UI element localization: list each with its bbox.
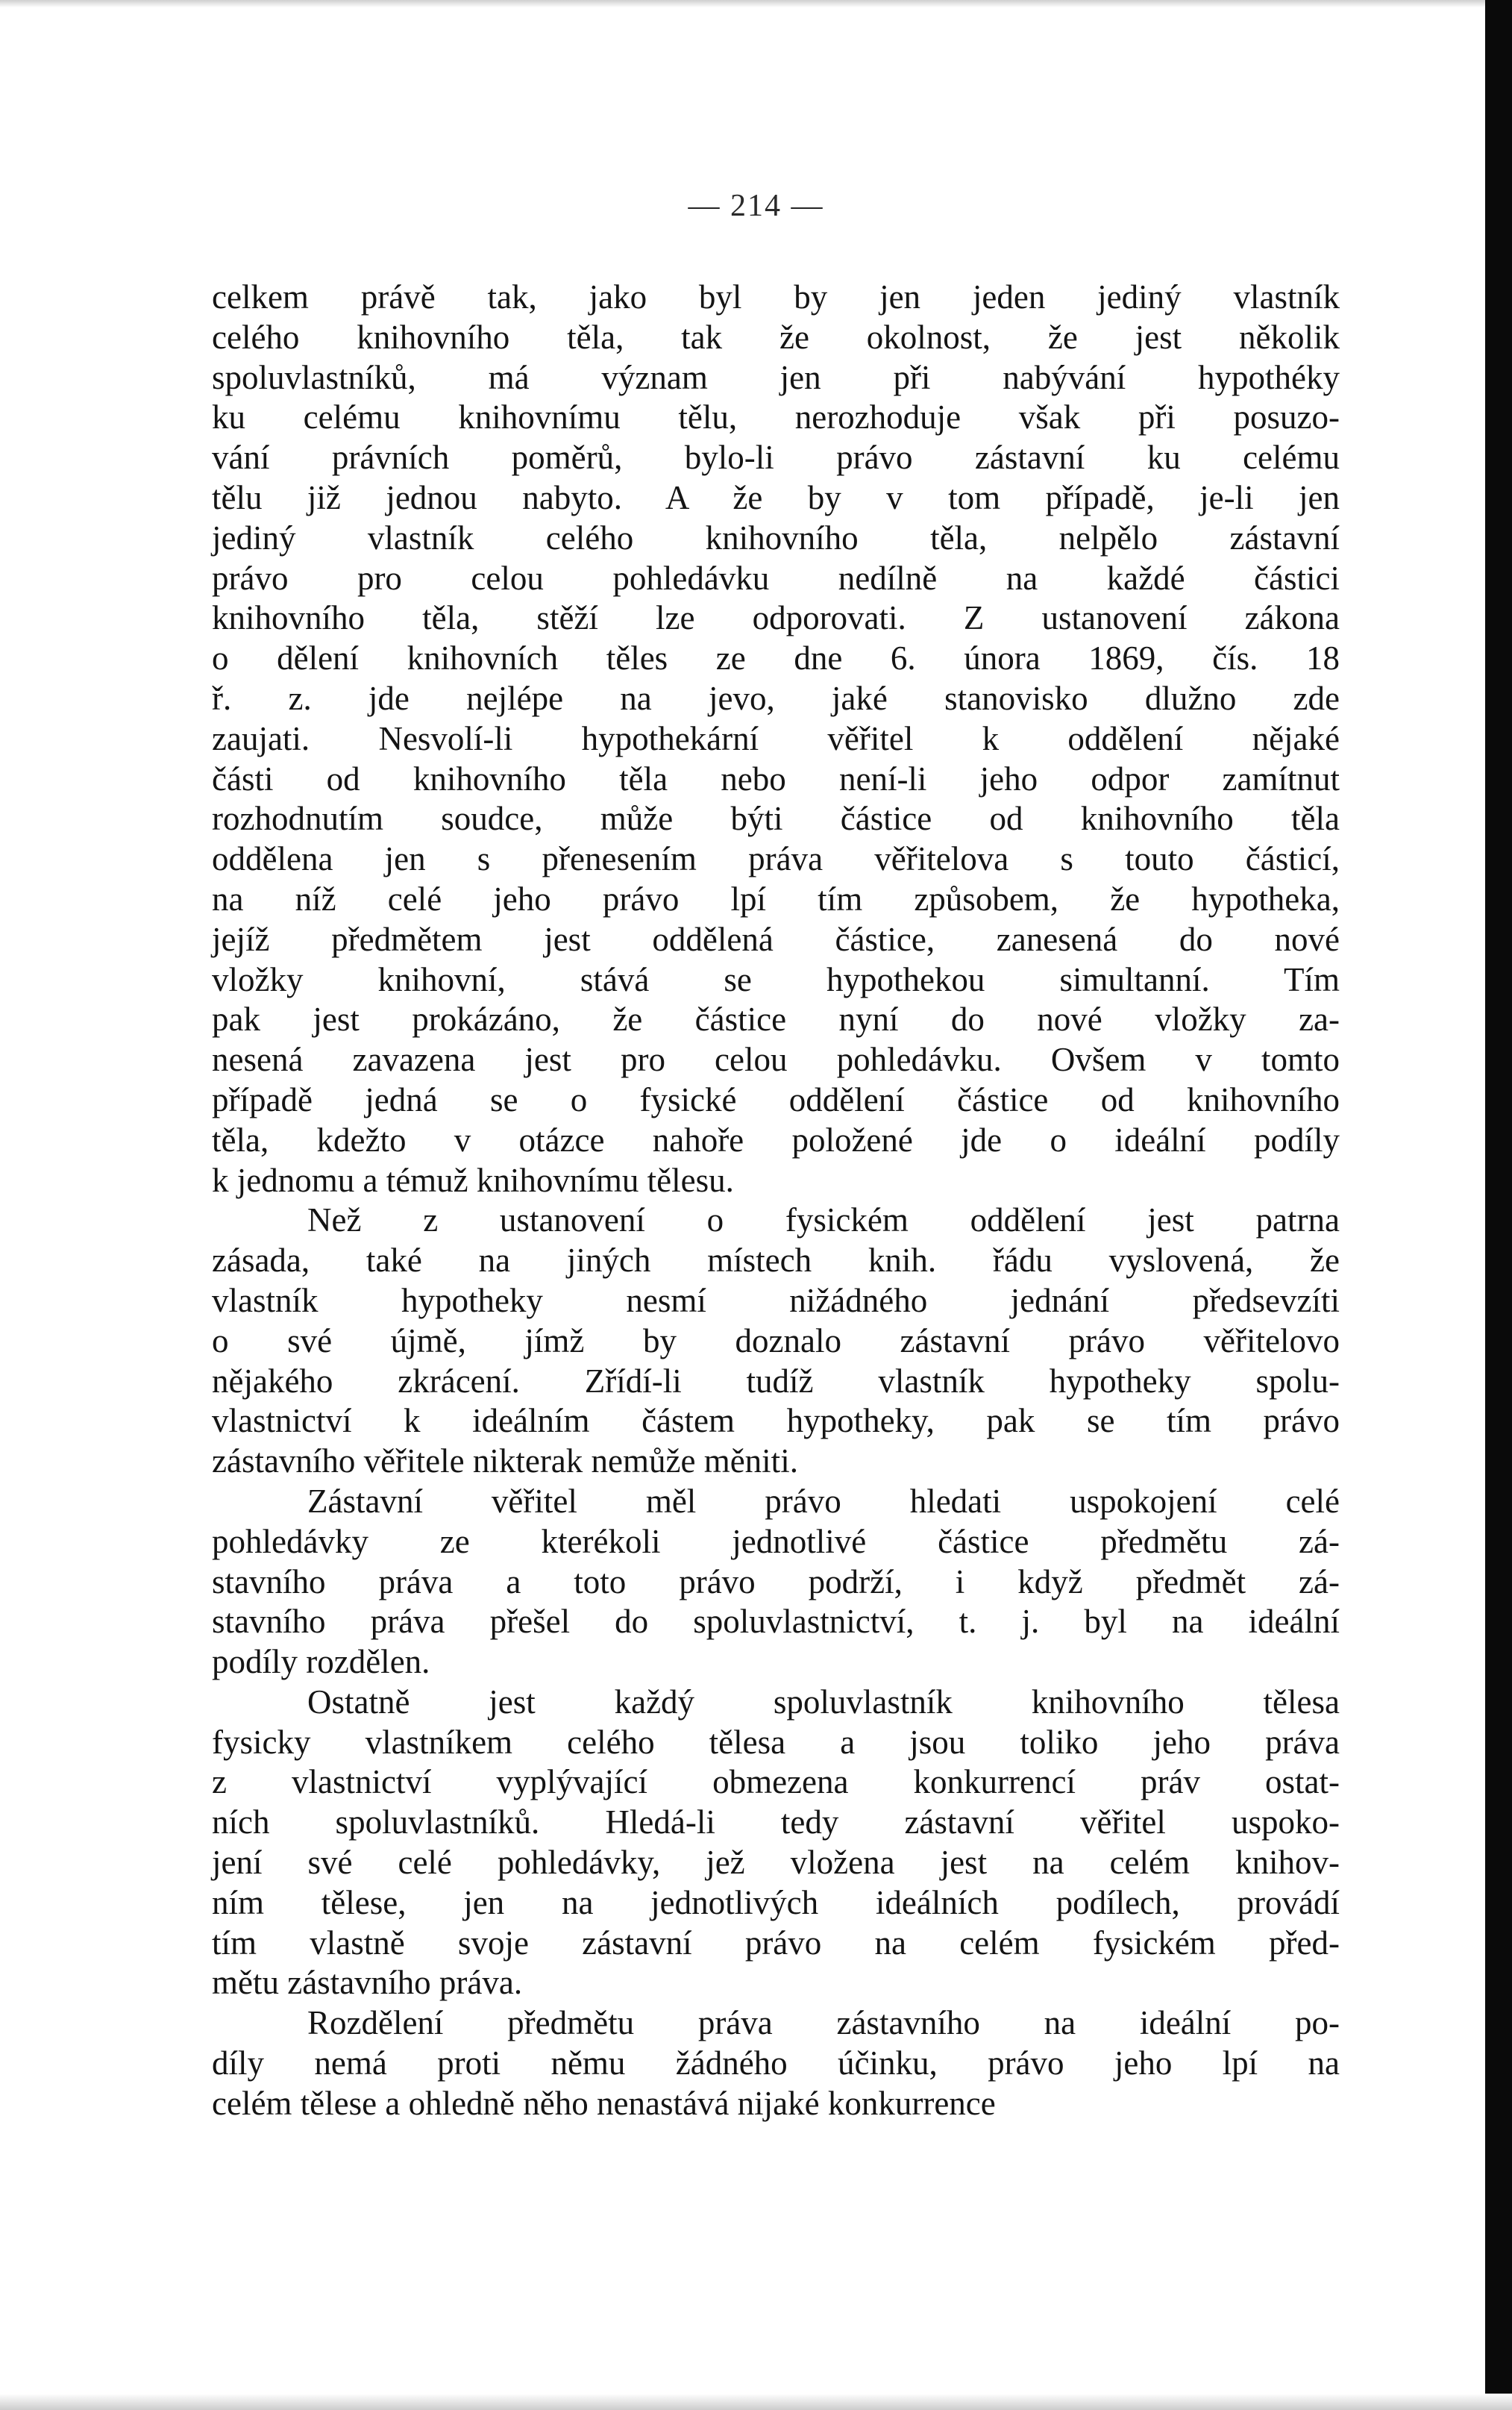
- text-line: jediný vlastník celého knihovního těla, nelpělo zástavní: [212, 519, 1340, 557]
- text-line: díly nemá proti němu žádného účinku, právo jeho lpí na: [212, 2044, 1340, 2082]
- text-line: části od knihovního těla nebo není-li jeho odpor zamítnut: [212, 760, 1340, 798]
- scan-edge-right: [1485, 0, 1512, 2410]
- text-line: celého knihovního těla, tak že okolnost, že jest několik: [212, 318, 1340, 356]
- text-line: k jednomu a témuž knihovnímu tělesu.: [212, 1161, 734, 1199]
- text-line: vání právních poměrů, bylo-li právo zástavní ku celému: [212, 439, 1340, 477]
- body-text: [212, 278, 1340, 2124]
- paragraph: [212, 1201, 1340, 1482]
- text-line: právo pro celou pohledávku nedílně na každé částici: [212, 559, 1340, 597]
- text-line: vlastnictví k ideálním částem hypotheky, pak se tím právo: [212, 1402, 1340, 1440]
- text-line: celém tělese a ohledně něho nenastává nijaké konkurrence: [212, 2084, 996, 2122]
- text-line: na níž celé jeho právo lpí tím způsobem, že hypotheka,: [212, 880, 1340, 918]
- text-line: těla, kdežto v otázce nahoře položené jde o ideální podíly: [212, 1121, 1340, 1159]
- text-line: ku celému knihovnímu tělu, nerozhoduje však při posuzo-: [212, 398, 1340, 436]
- text-line: mětu zástavního práva.: [212, 1964, 523, 2002]
- paragraph: [212, 278, 1340, 1201]
- text-line: z vlastnictví vyplývající obmezena konkurrencí práv ostat-: [212, 1763, 1340, 1801]
- text-line: o své újmě, jímž by doznalo zástavní právo věřitelovo: [212, 1321, 1340, 1359]
- text-line: Rozdělení předmětu práva zástavního na ideální po-: [307, 2004, 1340, 2042]
- text-line: podíly rozdělen.: [212, 1643, 430, 1681]
- text-line: tím vlastně svoje zástavní právo na celém fysickém před-: [212, 1924, 1340, 1962]
- text-line: vložky knihovní, stává se hypothekou simultanní. Tím: [212, 960, 1340, 998]
- text-line: celkem právě tak, jako byl by jen jeden jediný vlastník: [212, 278, 1340, 316]
- page-number: — 214 —: [688, 189, 824, 223]
- text-line: o dělení knihovních těles ze dne 6. února 1869, čís. 18: [212, 639, 1340, 677]
- scan-edge-top: [0, 0, 1512, 7]
- text-line: zaujati. Nesvolí-li hypothekární věřitel k oddělení nějaké: [212, 719, 1340, 757]
- text-line: tělu již jednou nabyto. A že by v tom případě, je-li jen: [212, 478, 1340, 516]
- text-line: případě jedná se o fysické oddělení částice od knihovního: [212, 1080, 1340, 1118]
- text-line: ních spoluvlastníků. Hledá-li tedy zástavní věřitel uspoko-: [212, 1803, 1340, 1841]
- text-line: Zástavní věřitel měl právo hledati uspokojení celé: [307, 1482, 1340, 1520]
- text-line: pak jest prokázáno, že částice nyní do nové vložky za-: [212, 1001, 1340, 1039]
- text-line: oddělena jen s přenesením práva věřitelova s touto částicí,: [212, 840, 1340, 878]
- text-line: zástavního věřitele nikterak nemůže měniti.: [212, 1442, 798, 1480]
- text-line: zásada, také na jiných místech knih. řádu vyslovená, že: [212, 1242, 1340, 1280]
- text-line: stavního práva a toto právo podrží, i když předmět zá-: [212, 1562, 1340, 1600]
- text-line: pohledávky ze kterékoli jednotlivé částice předmětu zá-: [212, 1522, 1340, 1560]
- text-line: knihovního těla, stěží lze odporovati. Z ustanovení zákona: [212, 599, 1340, 637]
- text-line: fysicky vlastníkem celého tělesa a jsou toliko jeho práva: [212, 1723, 1340, 1761]
- text-line: ním tělese, jen na jednotlivých ideálních podílech, provádí: [212, 1883, 1340, 1921]
- text-line: vlastník hypotheky nesmí nižádného jednání předsevzíti: [212, 1281, 1340, 1319]
- text-line: Ostatně jest každý spoluvlastník knihovního tělesa: [307, 1683, 1340, 1721]
- scan-edge-bottom: [0, 2394, 1512, 2410]
- text-line: spoluvlastníků, má význam jen při nabývání hypothéky: [212, 358, 1340, 396]
- text-line: nějakého zkrácení. Zřídí-li tudíž vlastník hypotheky spolu-: [212, 1362, 1340, 1400]
- text-line: jení své celé pohledávky, jež vložena jest na celém knihov-: [212, 1844, 1340, 1882]
- text-line: rozhodnutím soudce, může býti částice od knihovního těla: [212, 800, 1340, 838]
- text-line: nesená zavazena jest pro celou pohledávku. Ovšem v tomto: [212, 1041, 1340, 1079]
- text-line: jejíž předmětem jest oddělená částice, zanesená do nové: [212, 920, 1340, 958]
- text-line: ř. z. jde nejlépe na jevo, jaké stanovisko dlužno zde: [212, 679, 1340, 717]
- paragraph: [212, 1683, 1340, 2003]
- paragraph: [212, 1482, 1340, 1683]
- paragraph: [212, 2003, 1340, 2123]
- text-line: Než z ustanovení o fysickém oddělení jest patrna: [307, 1201, 1340, 1239]
- text-line: stavního práva přešel do spoluvlastnictví, t. j. byl na ideální: [212, 1603, 1340, 1641]
